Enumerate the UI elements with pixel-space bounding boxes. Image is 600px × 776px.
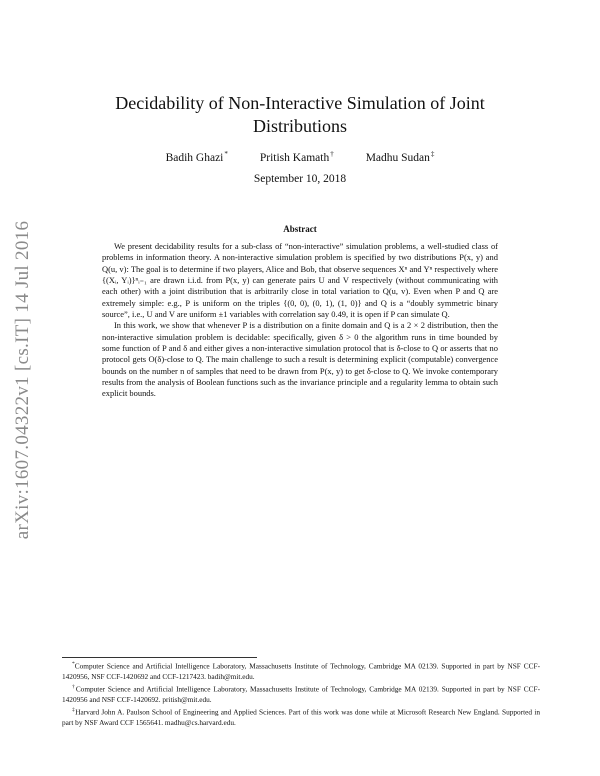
- author-2: [260, 150, 334, 164]
- footnote-3: [62, 705, 540, 728]
- footnotes: [62, 659, 540, 728]
- footnote-1: [62, 659, 540, 682]
- author-list: [100, 150, 500, 164]
- abstract-body: [102, 241, 498, 400]
- footnote-2: [62, 682, 540, 705]
- author-name: Madhu Sudan: [365, 151, 430, 164]
- footnote-mark: †: [72, 684, 76, 691]
- footnote-mark: *: [72, 661, 75, 667]
- abstract-heading: Abstract: [283, 224, 317, 234]
- arxiv-stamp: [8, 200, 38, 560]
- author-name: Pritish Kamath: [259, 151, 330, 164]
- arxiv-id: arXiv:1607.04322v1 [cs.IT] 14 Jul 2016: [12, 220, 33, 540]
- footnote-text: Computer Science and Artificial Intelligence Laboratory, Massachusetts Institute of Technology, Cambridge MA 02139. Supported in part by NSF CCF-1420956 and NSF CCF-1420692. pritish@mit.edu.: [62, 684, 541, 704]
- abstract-paragraph-2: In this work, we show that whenever P is a distribution on a finite domain and Q is a 2 × 2 distribution, then the non-interactive simulation problem is decidable: specifically, given δ > 0 the algorithm runs in time bounded by some function of P and δ and either gives a non-interactive simulation protocol that is δ-close to Q or asserts that no protocol gets O(δ)-close to Q. The main challenge to such a result is determining explicit (computable) convergence bounds on the number n of samples that need to be drawn from P(x, y) to get δ-close to Q. We invoke contemporary results from the analysis of Boolean functions such as the invariance principle and a regularity lemma to obtain such explicit bounds.: [102, 320, 498, 399]
- author-name: Badih Ghazi: [165, 151, 224, 164]
- paper-title: [80, 92, 520, 138]
- footnote-mark: ‡: [72, 707, 76, 714]
- author-mark: ‡: [430, 150, 435, 158]
- paper-date: September 10, 2018: [253, 173, 347, 185]
- footnote-text: Harvard John A. Paulson School of Engineering and Applied Sciences. Part of this work was done while at Microsoft Research New England. Supported in part by NSF Award CCF 1565641. madhu@cs.harvard.edu.: [62, 707, 540, 727]
- author-mark: *: [224, 150, 228, 158]
- footnote-rule: [62, 657, 257, 658]
- title-line-2: Distributions: [252, 116, 347, 136]
- author-mark: †: [330, 150, 334, 158]
- title-line-1: Decidability of Non-Interactive Simulation of Joint: [115, 93, 485, 113]
- footnote-text: Computer Science and Artificial Intelligence Laboratory, Massachusetts Institute of Technology, Cambridge MA 02139. Supported in part by NSF CCF-1420956, NSF CCF-1420692 and CCF-1217423. badih@mit.edu.: [62, 661, 540, 681]
- author-1: [166, 150, 228, 164]
- author-3: [366, 150, 435, 164]
- abstract-paragraph-1: We present decidability results for a sub-class of “non-interactive” simulation problems, a well-studied class of problems in information theory. A non-interactive simulation problem is specified by two distributions P(x, y) and Q(u, v): The goal is to determine if two players, Alice and Bob, that observe sequences Xⁿ and Yⁿ respectively where {(Xᵢ, Yᵢ)}ⁿᵢ₌₁ are drawn i.i.d. from P(x, y) can generate pairs U and V respectively (without communicating with each other) with a joint distribution that is arbitrarily close in total variation to Q(u, v). Even when P and Q are extremely simple: e.g., P is uniform on the triples {(0, 0), (0, 1), (1, 0)} and Q is a “doubly symmetric binary source”, i.e., U and V are uniform ±1 variables with correlation say 0.49, it is open if P can simulate Q.: [102, 241, 498, 320]
